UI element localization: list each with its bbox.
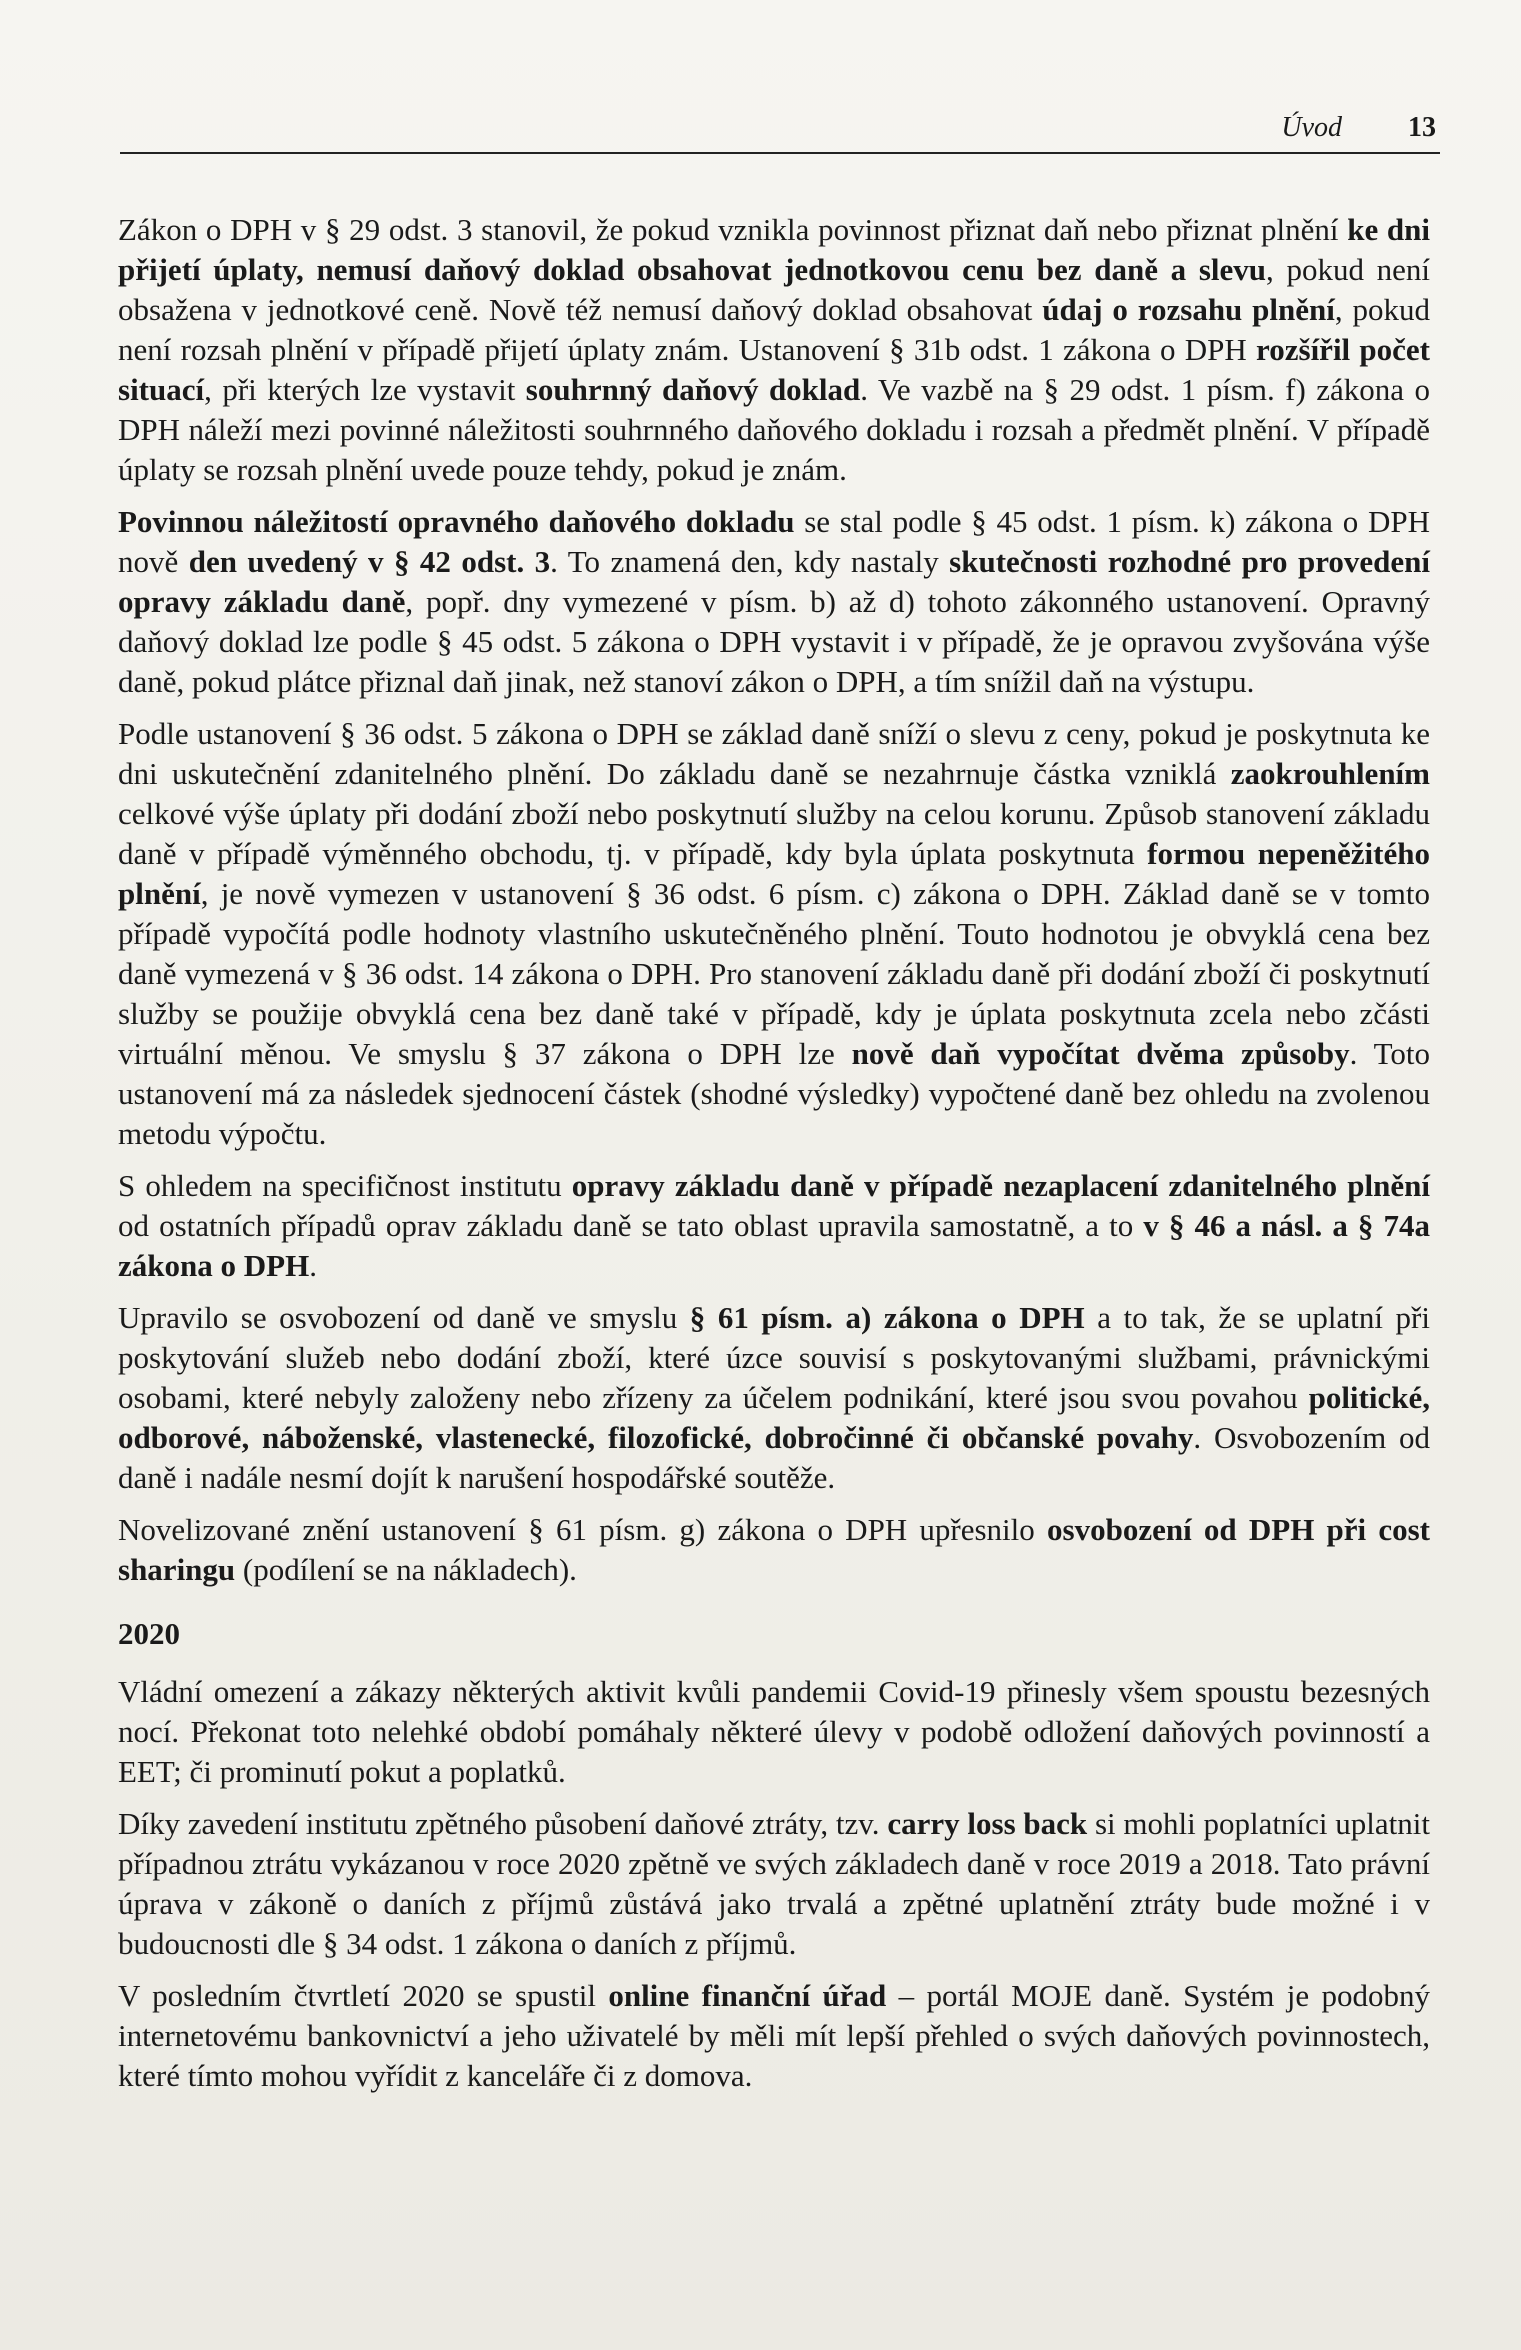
bold-run: Povinnou náležitostí opravného daňového dokladu bbox=[118, 504, 795, 539]
bold-run: osvobození od DPH při cost sharingu bbox=[118, 1512, 1430, 1587]
paragraph bbox=[118, 1804, 1430, 1964]
text-run: , pokud není rozsah plnění v případě přijetí úplaty znám. Ustanovení § 31b odst. 1 zákona o DPH bbox=[118, 292, 1431, 367]
text-run: Díky zavedení institutu zpětného působení daňové ztráty, tzv. bbox=[118, 1806, 888, 1841]
bold-run: politické, odborové, náboženské, vlastenecké, filozofické, dobročinné či občanské povahy bbox=[118, 1380, 1430, 1455]
bold-run: rozšířil počet situací bbox=[118, 332, 1430, 407]
bold-run: skutečnosti rozhodné pro provedení opravy základu daně bbox=[118, 544, 1431, 619]
bold-run: den uvedený v § 42 odst. 3 bbox=[188, 544, 551, 579]
text-run: Vládní omezení a zákazy některých aktivit kvůli pandemii Covid-19 přinesly všem spoustu bezesných nocí. Překonat toto nelehké období pomáhaly některé úlevy v podobě odložení daňových povinností a EET; či prominutí pokut a poplatků. bbox=[118, 1674, 1430, 1789]
bold-run: ke dni přijetí úplaty, nemusí daňový doklad obsahovat jednotkovou cenu bez daně a slevu bbox=[118, 212, 1430, 287]
paragraph bbox=[118, 502, 1430, 702]
text-run: od ostatních případů oprav základu daně se tato oblast upravila samostatně, a to bbox=[118, 1208, 1144, 1243]
bold-run: souhrnný daňový doklad bbox=[525, 372, 861, 407]
section-heading: 2020 bbox=[118, 1616, 180, 1651]
page-body bbox=[118, 210, 1430, 2108]
bold-run: opravy základu daně v případě nezaplacení zdanitelného plnění bbox=[571, 1168, 1430, 1203]
paragraph bbox=[118, 1976, 1430, 2096]
text-run: Upravilo se osvobození od daně ve smyslu bbox=[118, 1300, 690, 1335]
paragraph bbox=[118, 714, 1430, 1154]
text-run: . bbox=[309, 1248, 317, 1283]
text-run: si mohli poplatníci uplatnit případnou ztrátu vykázanou v roce 2020 zpětně ve svých základech daně v roce 2019 a 2018. Tato právní úprava v zákoně o daních z příjmů zůstává jako trvalá a zpětné uplatnění ztráty bude možné i v budoucnosti dle § 34 odst. 1 zákona o daních z příjmů. bbox=[118, 1806, 1431, 1961]
text-run: . Toto ustanovení má za následek sjednocení částek (shodné výsledky) vypočtené daně bez ohledu na zvolenou metodu výpočtu. bbox=[118, 1036, 1431, 1151]
paragraph bbox=[118, 210, 1430, 490]
paragraph bbox=[118, 1298, 1430, 1498]
text-run: S ohledem na specifičnost institutu bbox=[118, 1168, 572, 1203]
paragraph bbox=[118, 1166, 1430, 1286]
page-number: 13 bbox=[1408, 112, 1436, 143]
bold-run: § 61 písm. a) zákona o DPH bbox=[689, 1300, 1085, 1335]
text-run: celkové výše úplaty při dodání zboží nebo poskytnutí služby na celou korunu. Způsob stanovení základu daně v případě výměnného obchodu, tj. v případě, kdy byla úplata poskytnuta bbox=[118, 796, 1430, 871]
text-run: – portál MOJE daně. Systém je podobný internetovému bankovnictví a jeho uživatelé by měli mít lepší přehled o svých daňových povinnostech, které tímto mohou vyřídit z kanceláře či z domova. bbox=[118, 1978, 1430, 2093]
text-run: Novelizované znění ustanovení § 61 písm. g) zákona o DPH upřesnilo bbox=[118, 1512, 1048, 1547]
text-run: , při kterých lze vystavit bbox=[204, 372, 526, 407]
text-run: , pokud není obsažena v jednotkové ceně. Nově též nemusí daňový doklad obsahovat bbox=[118, 252, 1431, 327]
bold-run: zaokrouhlením bbox=[1230, 756, 1430, 791]
running-head bbox=[120, 112, 1440, 154]
text-run: (podílení se na nákladech). bbox=[235, 1552, 577, 1587]
text-run: se stal podle § 45 odst. 1 písm. k) zákona o DPH nově bbox=[118, 504, 1430, 579]
text-run: Podle ustanovení § 36 odst. 5 zákona o DPH se základ daně sníží o slevu z ceny, pokud je poskytnuta ke dni uskutečnění zdanitelného plnění. Do základu daně se nezahrnuje částka vzniklá bbox=[118, 716, 1430, 791]
text-run: , je nově vymezen v ustanovení § 36 odst. 6 písm. c) zákona o DPH. Základ daně se v tomto případě vypočítá podle hodnoty vlastního uskutečněného plnění. Touto hodnotou je obvyklá cena bez daně vymezená v § 36 odst. 14 zákona o DPH. Pro stanovení základu daně při dodání zboží či poskytnutí služby se použije obvyklá cena bez daně také v případě, kdy je úplata poskytnuta zcela nebo zčásti virtuální měnou. Ve smyslu § 37 zákona o DPH lze bbox=[118, 876, 1430, 1071]
paragraph bbox=[118, 1672, 1430, 1792]
text-run: V posledním čtvrtletí 2020 se spustil bbox=[118, 1978, 609, 2013]
running-head-section: Úvod bbox=[1281, 112, 1342, 143]
bold-run: nově daň vypočítat dvěma způsoby bbox=[851, 1036, 1350, 1071]
text-run: . Osvobozením od daně i nadále nesmí dojít k narušení hospodářské soutěže. bbox=[118, 1420, 1430, 1495]
bold-run: online finanční úřad bbox=[608, 1978, 887, 2013]
text-run: , popř. dny vymezené v písm. b) až d) tohoto zákonného ustanovení. Opravný daňový doklad lze podle § 45 odst. 5 zákona o DPH vystavit i v případě, že je opravou zvyšována výše daně, pokud plátce přiznal daň jinak, než stanoví zákon o DPH, a tím snížil daň na výstupu. bbox=[118, 584, 1430, 699]
text-run: a to tak, že se uplatní při poskytování služeb nebo dodání zboží, které úzce souvisí s poskytovanými službami, právnickými osobami, které nebyly založeny nebo zřízeny za účelem podnikání, které jsou svou povahou bbox=[118, 1300, 1430, 1415]
bold-run: carry loss back bbox=[887, 1806, 1088, 1841]
paragraph bbox=[118, 1510, 1430, 1590]
text-run: . Ve vazbě na § 29 odst. 1 písm. f) zákona o DPH náleží mezi povinné náležitosti souhrnného daňového dokladu i rozsah a předmět plnění. V případě úplaty se rozsah plnění uvede pouze tehdy, pokud je znám. bbox=[118, 372, 1430, 487]
bold-run: v § 46 a násl. a § 74a zákona o DPH bbox=[118, 1208, 1430, 1283]
text-run: . To znamená den, kdy nastaly bbox=[550, 544, 950, 579]
bold-run: údaj o rozsahu plnění bbox=[1042, 292, 1335, 327]
text-run: Zákon o DPH v § 29 odst. 3 stanovil, že pokud vznikla povinnost přiznat daň nebo přiznat plnění bbox=[118, 212, 1348, 247]
bold-run: formou nepeněžitého plnění bbox=[118, 836, 1430, 911]
